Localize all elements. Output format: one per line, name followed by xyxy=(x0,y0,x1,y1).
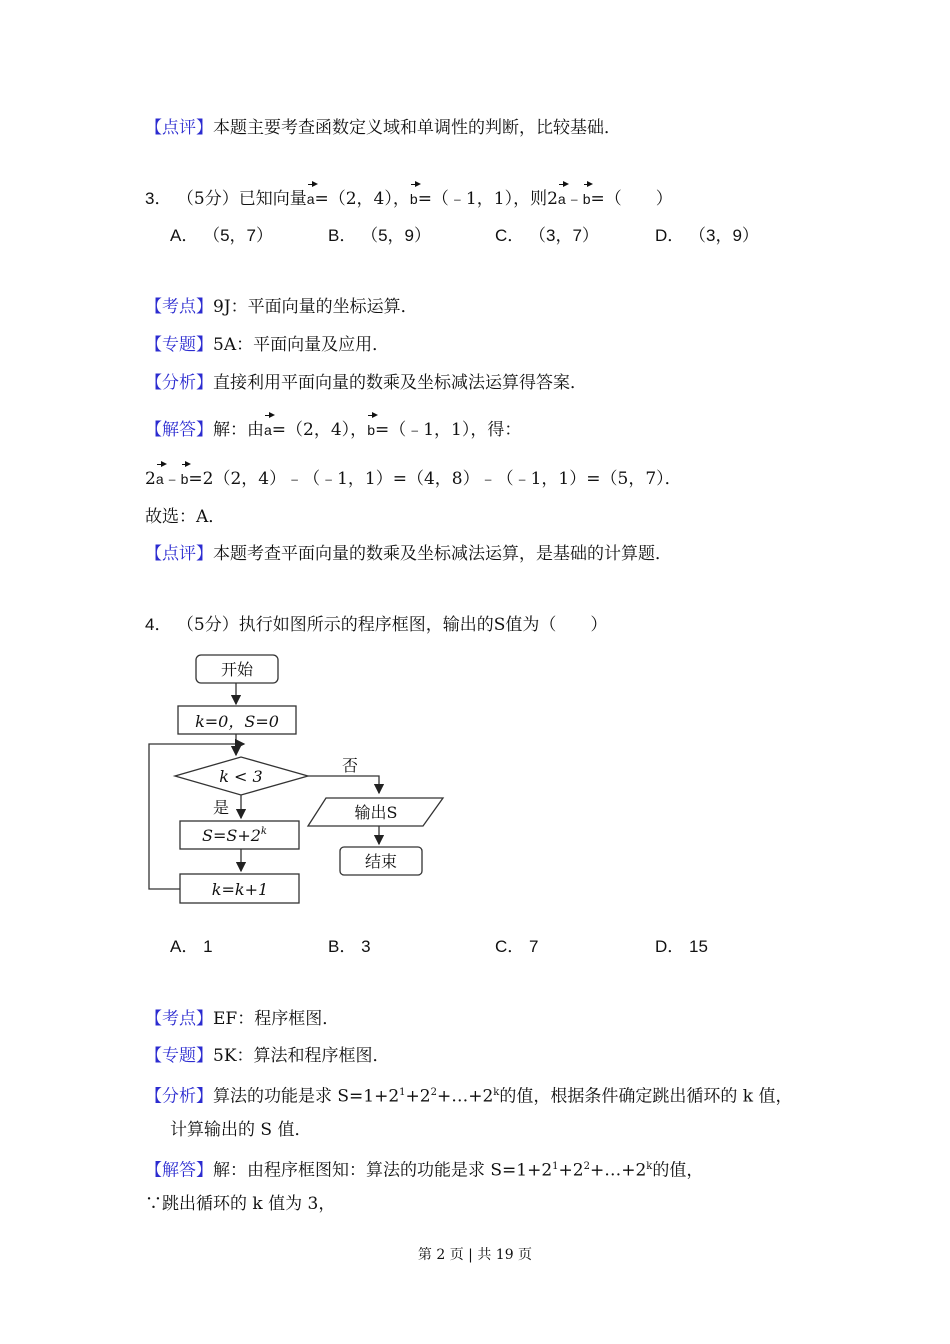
sum-label: $S=S+2^k$ xyxy=(202,826,267,845)
q-text: =（﹣1，1），则2 xyxy=(417,189,558,209)
q-num: 3． xyxy=(145,189,172,208)
vector-a: a xyxy=(558,187,566,211)
q3-kaodian: 【考点】9J：平面向量的坐标运算． xyxy=(145,297,418,317)
increment-label: k=k+1 xyxy=(211,880,269,899)
page-footer: 第 2 页 | 共 19 页 xyxy=(417,1247,533,1263)
end-label: 结束 xyxy=(364,852,398,871)
q-text: =（ ） xyxy=(590,189,673,209)
vector-b: b xyxy=(410,187,418,211)
prev-comment xyxy=(145,116,621,140)
q3-fenxi: 【分析】直接利用平面向量的数乘及坐标减法运算得答案． xyxy=(145,373,587,393)
yes-label: 是 xyxy=(213,798,230,817)
q-text: ﹣ xyxy=(565,189,583,209)
q4-zhuanti: 【专题】5K：算法和程序框图． xyxy=(145,1046,390,1066)
option-d: D． 15 xyxy=(655,937,708,956)
question-4: 4． （5分）执行如图所示的程序框图，输出的S值为（ ） xyxy=(145,615,608,635)
option-d: D． （3，9） xyxy=(655,226,759,245)
text: 本题主要考查函数定义域和单调性的判断，比较基础． xyxy=(213,118,621,138)
q3-dianping: 【点评】本题考查平面向量的数乘及坐标减法运算，是基础的计算题． xyxy=(145,544,672,564)
q3-jieda: 【解答】解：由a=（2，4），b=（﹣1，1），得： xyxy=(145,420,522,440)
option-c: C． 7 xyxy=(495,937,539,956)
vector-b: b xyxy=(181,467,189,491)
vector-b: b xyxy=(583,187,591,211)
vector-a: a xyxy=(264,418,272,442)
question-3 xyxy=(145,187,673,211)
option-b: B． 3 xyxy=(328,937,371,956)
option-c: C． （3，7） xyxy=(495,226,599,245)
vector-a: a xyxy=(156,467,164,491)
tag: 【点评】 xyxy=(145,118,213,138)
option-b: B． （5，9） xyxy=(328,226,431,245)
start-label: 开始 xyxy=(220,660,254,679)
no-label: 否 xyxy=(342,756,359,775)
q3-zhuanti: 【专题】5A：平面向量及应用． xyxy=(145,335,390,355)
q3-calc: 2a﹣b=2（2，4）﹣（﹣1，1）=（4，8）﹣（﹣1，1）=（5，7）． xyxy=(145,469,682,489)
output-label: 输出S xyxy=(354,803,398,822)
option-a: A． （5，7） xyxy=(170,226,273,245)
q4-jieda: 【解答】解：由程序框图知：算法的功能是求 $S=1+2^1+2^2+\dots+2^k$的值， xyxy=(145,1160,704,1181)
vector-b: b xyxy=(367,418,375,442)
condition-label: k < 3 xyxy=(219,767,263,786)
q4-fenxi-cont: 计算输出的 S 值． xyxy=(170,1120,312,1140)
vector-a: a xyxy=(307,187,315,211)
q-text: =（2，4）， xyxy=(314,189,410,209)
q4-fenxi: 【分析】算法的功能是求 $S=1+2^1+2^2+\dots+2^k$的值，根据条件确定跳出循环的 k 值， xyxy=(145,1086,793,1107)
init-label: k=0，S=0 xyxy=(195,712,279,731)
option-a: A． 1 xyxy=(170,937,213,956)
q4-because: ∵跳出循环的 k 值为 3， xyxy=(145,1194,336,1214)
q-text: （5分）已知向量 xyxy=(176,189,307,209)
q4-kaodian: 【考点】EF：程序框图． xyxy=(145,1009,340,1029)
flowchart xyxy=(140,645,460,915)
q3-answer: 故选：A． xyxy=(145,507,226,527)
